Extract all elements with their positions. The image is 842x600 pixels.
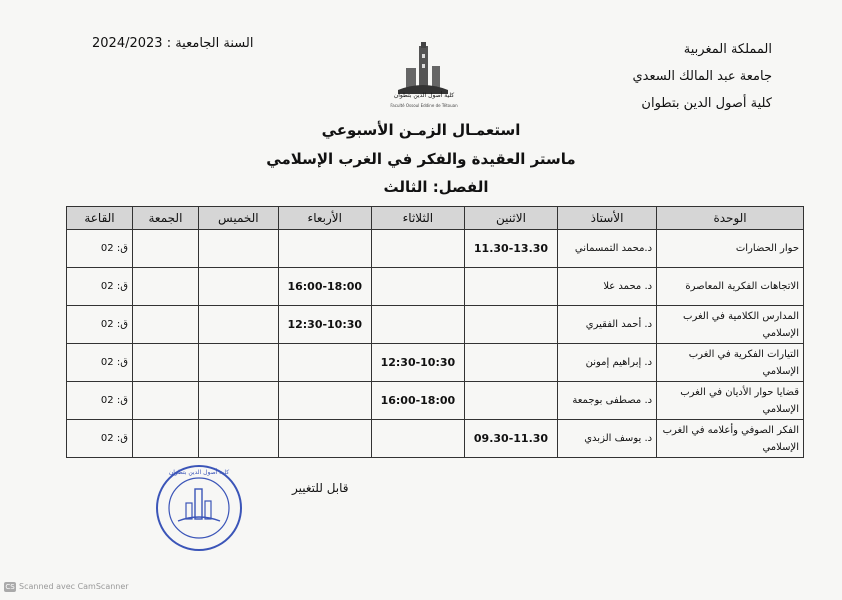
col-header-prof: الأستاذ <box>558 207 657 230</box>
prof-cell: د. محمد علا <box>558 268 657 306</box>
col-header-friday: الجمعة <box>132 207 198 230</box>
thursday-cell <box>198 420 278 458</box>
friday-cell <box>132 420 198 458</box>
camscanner-icon: CS <box>5 583 15 591</box>
room-cell: ق: 02 <box>67 420 133 458</box>
tuesday-cell <box>371 268 464 306</box>
kingdom-label: المملكة المغربية <box>683 42 772 57</box>
wednesday-cell <box>278 344 371 382</box>
tuesday-cell <box>371 230 464 268</box>
table-row <box>67 268 804 306</box>
room-cell: ق: 02 <box>67 268 133 306</box>
semester-title: الفصل: الثالث <box>383 178 489 196</box>
col-header-thursday: الخميس <box>198 207 278 230</box>
wednesday-cell <box>278 382 371 420</box>
wednesday-cell <box>278 230 371 268</box>
tuesday-cell: 16:00-18:00 <box>371 382 464 420</box>
prof-cell: د. إبراهيم إمونن <box>558 344 657 382</box>
subject-to-change-note: قابل للتغيير <box>292 481 349 495</box>
unit-cell: المدارس الكلامية في الغرب الإسلامي <box>657 306 804 344</box>
col-header-unit: الوحدة <box>657 207 804 230</box>
tuesday-cell <box>371 420 464 458</box>
monday-cell: 11.30-13.30 <box>464 230 557 268</box>
prof-cell: د. أحمد الفقيري <box>558 306 657 344</box>
col-header-wednesday: الأربعاء <box>278 207 371 230</box>
col-header-tuesday: الثلاثاء <box>371 207 464 230</box>
col-header-monday: الاثنين <box>464 207 557 230</box>
room-cell: ق: 02 <box>67 306 133 344</box>
table-row <box>67 382 804 420</box>
thursday-cell <box>198 268 278 306</box>
university-label: جامعة عبد المالك السعدي <box>632 69 772 84</box>
monday-cell <box>464 344 557 382</box>
table-row <box>67 420 804 458</box>
friday-cell <box>132 306 198 344</box>
monday-cell <box>464 306 557 344</box>
table-row <box>67 344 804 382</box>
room-cell: ق: 02 <box>67 382 133 420</box>
faculty-stamp <box>154 463 244 553</box>
unit-cell: قضايا حوار الأديان في الغرب الإسلامي <box>657 382 804 420</box>
unit-cell: الفكر الصوفي وأعلامه في الغرب الإسلامي <box>657 420 804 458</box>
table-row <box>67 306 804 344</box>
friday-cell <box>132 344 198 382</box>
monday-cell: 09.30-11.30 <box>464 420 557 458</box>
prof-cell: د. مصطفى بوجمعة <box>558 382 657 420</box>
thursday-cell <box>198 344 278 382</box>
friday-cell <box>132 268 198 306</box>
camscanner-watermark <box>4 582 129 592</box>
thursday-cell <box>198 230 278 268</box>
faculty-label: كلية أصول الدين بتطوان <box>641 96 772 111</box>
col-header-room: القاعة <box>67 207 133 230</box>
prof-cell: د.محمد التمسماني <box>558 230 657 268</box>
monday-cell <box>464 268 557 306</box>
tuesday-cell <box>371 306 464 344</box>
tuesday-cell: 12:30-10:30 <box>371 344 464 382</box>
thursday-cell <box>198 306 278 344</box>
camscanner-label: Scanned avec CamScanner <box>19 582 129 591</box>
friday-cell <box>132 382 198 420</box>
wednesday-cell: 12:30-10:30 <box>278 306 371 344</box>
program-title: ماستر العقيدة والفكر في الغرب الإسلامي <box>266 150 576 168</box>
room-cell: ق: 02 <box>67 344 133 382</box>
friday-cell <box>132 230 198 268</box>
room-cell: ق: 02 <box>67 230 133 268</box>
wednesday-cell <box>278 420 371 458</box>
schedule-title: استعمـال الزمـن الأسبوعي <box>321 121 521 139</box>
academic-year: السنة الجامعية : 2024/2023 <box>92 36 254 51</box>
prof-cell: د. يوسف الزبدي <box>558 420 657 458</box>
monday-cell <box>464 382 557 420</box>
schedule-table <box>66 206 804 458</box>
wednesday-cell: 16:00-18:00 <box>278 268 371 306</box>
table-row <box>67 230 804 268</box>
stamp-text: كلية أصول الدين بتطوان <box>168 469 230 476</box>
logo-subcaption: Faculté Ossoul Eddine de Tétouan <box>390 103 458 108</box>
logo-caption: كلية أصول الدين بتطوان <box>393 92 455 99</box>
table-header-row <box>67 207 804 230</box>
unit-cell: التيارات الفكرية في الغرب الإسلامي <box>657 344 804 382</box>
thursday-cell <box>198 382 278 420</box>
unit-cell: حوار الحضارات <box>657 230 804 268</box>
unit-cell: الاتجاهات الفكرية المعاصرة <box>657 268 804 306</box>
